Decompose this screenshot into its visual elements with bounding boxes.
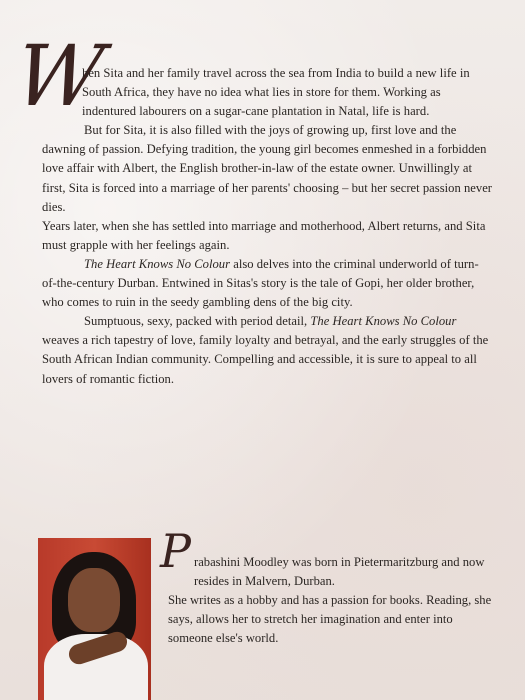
- bio-paragraph-2: She writes as a hobby and has a passion for books. Reading, she says, allows her to stretch her imagination and enter into someone else's world.: [168, 593, 492, 646]
- blurb-paragraph-4: [42, 255, 492, 312]
- bio-paragraph-1: [168, 553, 498, 591]
- dropcap-w: W: [9, 27, 110, 125]
- author-face: [68, 568, 120, 632]
- author-bio: [168, 553, 498, 648]
- author-photo: [38, 538, 151, 700]
- blurb-paragraph-1: [42, 64, 492, 121]
- blurb-paragraph-3: Years later, when she has settled into marriage and motherhood, Albert returns, and Sita must grapple with her feelings again.: [42, 218, 486, 252]
- book-title-mention: The Heart Knows No Colour: [310, 314, 457, 329]
- blurb-paragraph-5-lead: Sumptuous, sexy, packed with period detail,: [84, 314, 311, 329]
- book-title-mention: The Heart Knows No Colour: [84, 256, 231, 271]
- blurb-paragraph-2: But for Sita, it is also filled with the joys of growing up, first love and the dawning of passion. Defying tradition, the young girl becomes enmeshed in a forbidden love affair with Albert, the English brother-in-law of the estate owner. Unwillingly at first, Sita is forced into a marriage of her parents' choosing – but her secret passion never dies.: [42, 123, 493, 214]
- dropcap-p: P: [160, 524, 191, 578]
- blurb-opening-text: hen Sita and her family travel across the sea from India to build a new life in South Africa, they have no idea what lies in store for them. Working as indentured labourers on a sugar-cane plantation in Natal, life is hard.: [82, 66, 470, 119]
- blurb-paragraph-5-text: weaves a rich tapestry of love, family loyalty and betrayal, and the early struggles of the South African Indian community. Compelling and accessible, it is sure to appeal to all lovers of romantic fiction.: [42, 333, 489, 386]
- blurb-paragraph-5: [42, 312, 492, 388]
- bio-opening-text: rabashini Moodley was born in Pietermaritzburg and now resides in Malvern, Durban.: [194, 555, 485, 589]
- book-blurb: [42, 64, 492, 389]
- blurb-paragraph-4-text: also delves into the criminal underworld of turn-of-the-century Durban. Entwined in Sitas's story is the tale of Gopi, her older brother, who comes to ruin in the seedy gambling dens of the big city.: [42, 256, 479, 310]
